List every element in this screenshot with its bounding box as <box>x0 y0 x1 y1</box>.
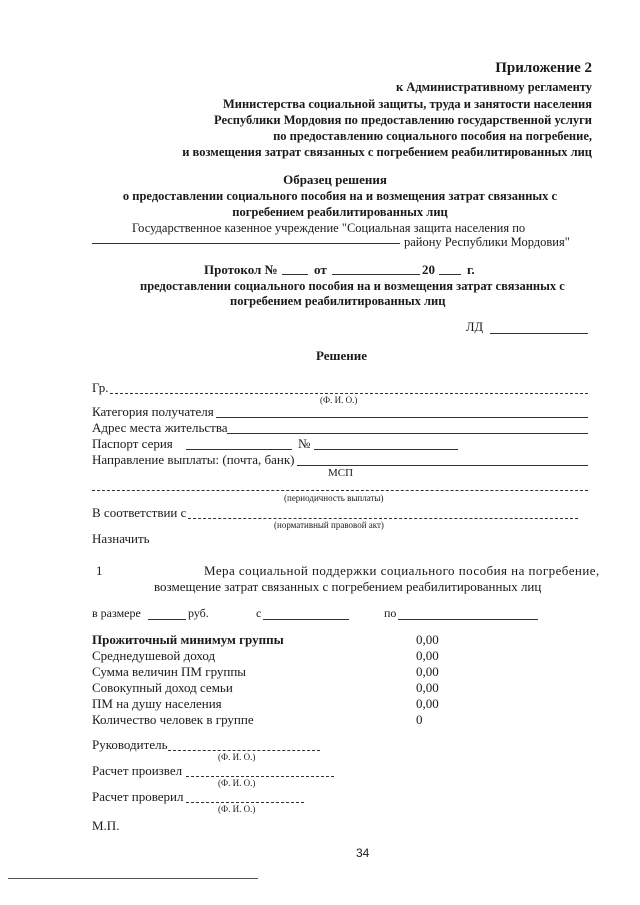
normative-hint: (нормативный правовой акт) <box>274 520 384 530</box>
protocol-g: г. <box>467 262 475 277</box>
sample-line2: погребением реабилитированных лиц <box>232 205 448 219</box>
sample-title: Образец решения <box>283 172 387 187</box>
appendix-line: Министерства социальной защиты, труда и занятости населения <box>222 97 592 111</box>
institution-line2: району Республики Мордовия" <box>404 235 570 249</box>
district-fill-line <box>92 243 400 244</box>
table-row-label: Количество человек в группе <box>92 712 254 727</box>
amount-to-line <box>398 619 538 620</box>
page-number: 34 <box>356 846 370 860</box>
measure-line1: Мера социальной поддержки социального пособия на погребение, <box>204 563 600 578</box>
signature-head-label: Руководитель <box>92 737 168 752</box>
decision-title: Решение <box>316 348 368 363</box>
ld-line <box>490 333 588 334</box>
table-row-value: 0,00 <box>416 648 439 663</box>
periodicity-line <box>92 490 588 491</box>
table-row-label: Сумма величин ПМ группы <box>92 664 247 679</box>
stamp-label: М.П. <box>92 818 120 833</box>
protocol-line1: предоставлении социального пособия на и возмещения затрат связанных с <box>140 279 565 293</box>
payment-line <box>297 465 588 466</box>
amount-from-label: с <box>256 606 262 620</box>
table-row-label: Среднедушевой доход <box>92 648 216 663</box>
address-line <box>227 433 588 434</box>
gr-fio-hint: (Ф. И. О.) <box>320 395 358 405</box>
signature-calc-line <box>186 776 334 777</box>
payment-label: Направление выплаты: (почта, банк) <box>92 452 295 467</box>
table-row-value: 0,00 <box>416 696 439 711</box>
signature-calc-label: Расчет произвел <box>92 763 183 778</box>
amount-from-line <box>263 619 349 620</box>
passport-label: Паспорт серия <box>92 436 173 451</box>
appendix-line: к Административному регламенту <box>395 80 592 94</box>
table-row-label: Прожиточный минимум группы <box>92 632 284 647</box>
table-row-label: Совокупный доход семьи <box>92 680 233 695</box>
protocol-number-line <box>282 274 308 275</box>
passport-number-label: № <box>298 436 311 451</box>
signature-check-fio: (Ф. И. О.) <box>218 804 256 814</box>
signature-head-line <box>168 750 320 751</box>
periodicity-hint: (периодичность выплаты) <box>284 493 384 503</box>
measure-number: 1 <box>96 563 103 578</box>
sample-line1: о предоставлении социального пособия на и возмещения затрат связанных с <box>122 189 558 203</box>
gr-line <box>110 393 588 394</box>
table-row-value: 0 <box>416 712 423 727</box>
accordance-line <box>188 518 578 519</box>
amount-to-label: по <box>384 606 397 620</box>
signature-check-label: Расчет проверил <box>92 789 184 804</box>
signature-check-line <box>186 802 304 803</box>
table-row-value: 0,00 <box>416 632 439 647</box>
assign-label: Назначить <box>92 531 150 546</box>
protocol-label: Протокол № <box>204 262 278 277</box>
amount-line <box>148 619 186 620</box>
measure-line2: возмещение затрат связанных с погребением реабилитированных лиц <box>154 579 542 594</box>
appendix-line: и возмещения затрат связанных с погребением реабилитированных лиц <box>182 145 592 159</box>
signature-calc-fio: (Ф. И. О.) <box>218 778 256 788</box>
protocol-year-line <box>439 274 461 275</box>
accordance-label: В соответствии с <box>92 505 187 520</box>
ld-label: ЛД <box>466 320 484 334</box>
bottom-rule <box>8 878 258 879</box>
category-label: Категория получателя <box>92 404 214 419</box>
table-row-value: 0,00 <box>416 664 439 679</box>
protocol-date-line <box>332 274 420 275</box>
appendix-title: Приложение 2 <box>495 60 592 76</box>
table-row-value: 0,00 <box>416 680 439 695</box>
protocol-line2: погребением реабилитированных лиц <box>230 294 446 308</box>
category-line <box>216 417 588 418</box>
protocol-year: 20 <box>422 262 435 277</box>
amount-size-label: в размере <box>92 606 141 620</box>
table-row-label: ПМ на душу населения <box>92 696 222 711</box>
amount-rub-label: руб. <box>188 606 209 620</box>
institution-line1: Государственное казенное учреждение "Социальная защита населения по <box>132 221 526 235</box>
passport-number-line <box>314 449 458 450</box>
gr-label: Гр. <box>92 380 109 395</box>
appendix-line: по предоставлению социального пособия на погребение, <box>273 129 592 143</box>
passport-series-line <box>186 449 292 450</box>
msp-label: МСП <box>328 467 354 479</box>
protocol-from: от <box>314 262 327 277</box>
signature-head-fio: (Ф. И. О.) <box>218 752 256 762</box>
appendix-line: Республики Мордовия по предоставлению государственной услуги <box>214 113 592 127</box>
address-label: Адрес места жительства <box>92 420 228 435</box>
